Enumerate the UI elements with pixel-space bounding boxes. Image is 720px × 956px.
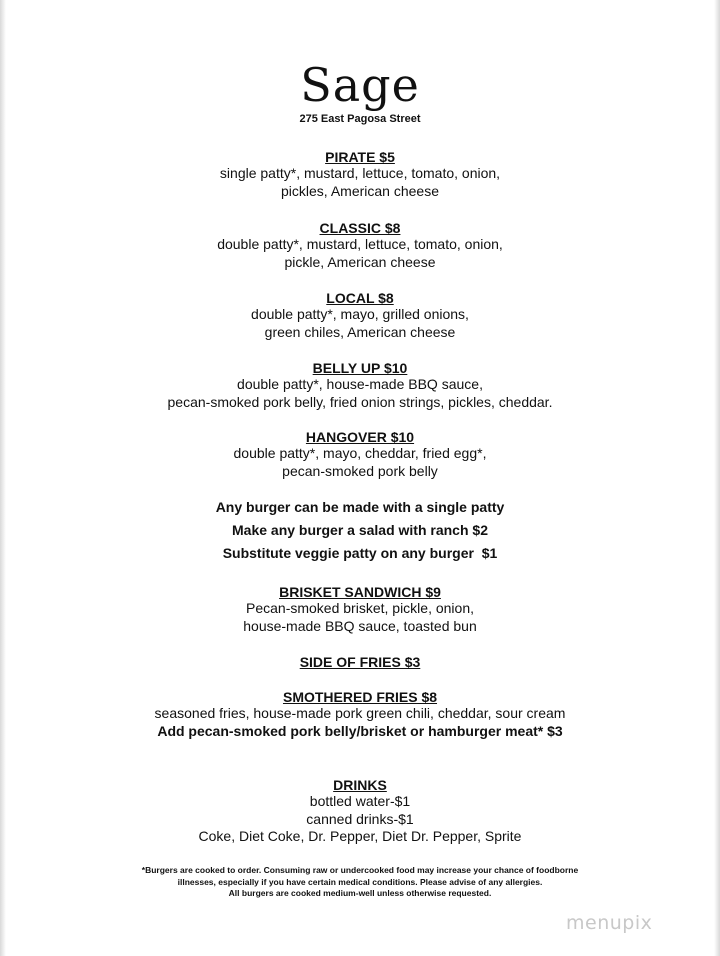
- menu-item-hangover: [0, 429, 720, 480]
- menu-item-desc-line: pecan-smoked pork belly, fried onion strings, pickles, cheddar.: [167, 393, 553, 410]
- drinks-line: bottled water-$1: [309, 793, 411, 809]
- menu-item-local: [0, 290, 720, 341]
- menu-item-desc-line: double patty*, mustard, lettuce, tomato, onion,: [217, 236, 503, 252]
- option-veggie-patty: Substitute veggie patty on any burger $1: [222, 545, 498, 561]
- footnote: [0, 865, 720, 900]
- drinks-line: canned drinks-$1: [306, 810, 414, 827]
- menu-item-desc-line: double patty*, mayo, grilled onions,: [251, 306, 469, 322]
- menu-item-name: SMOTHERED FRIES $8: [282, 689, 438, 705]
- menupix-watermark: menupix: [566, 912, 653, 934]
- menu-item-name: HANGOVER $10: [305, 429, 415, 445]
- menu-item-desc-line: pecan-smoked pork belly: [282, 462, 438, 479]
- menu-item-addon: Add pecan-smoked pork belly/brisket or hamburger meat* $3: [157, 722, 563, 739]
- footnote-line: illnesses, especially if you have certain medical conditions. Please advise of any allergies.: [177, 876, 543, 887]
- footnote-line: All burgers are cooked medium-well unless otherwise requested.: [228, 888, 492, 898]
- menu-item-belly-up: [0, 360, 720, 411]
- menu-item-desc-line: house-made BBQ sauce, toasted bun: [243, 617, 477, 634]
- option-single-patty: Any burger can be made with a single patty: [215, 499, 505, 515]
- menu-item-name: PIRATE $5: [325, 149, 395, 165]
- menu-item-name: CLASSIC $8: [319, 220, 401, 236]
- option-salad: Make any burger a salad with ranch $2: [232, 522, 488, 538]
- menu-item-desc-line: pickle, American cheese: [284, 253, 436, 270]
- menu-item-smothered-fries: [0, 689, 720, 740]
- drinks-line: Coke, Diet Coke, Dr. Pepper, Diet Dr. Pepper, Sprite: [198, 828, 522, 844]
- menu-item-desc-line: pickles, American cheese: [281, 182, 439, 199]
- restaurant-address: 275 East Pagosa Street: [299, 113, 421, 125]
- menu-item-desc-line: single patty*, mustard, lettuce, tomato, onion,: [219, 165, 501, 181]
- menu-item-desc-line: Pecan-smoked brisket, pickle, onion,: [246, 600, 474, 616]
- menu-item-desc-line: seasoned fries, house-made pork green chili, cheddar, sour cream: [154, 705, 566, 721]
- restaurant-title: Sage: [300, 58, 420, 112]
- menu-item-pirate: [0, 149, 720, 200]
- footnote-line: *Burgers are cooked to order. Consuming raw or undercooked food may increase your chance of foodborne: [141, 865, 579, 875]
- menu-item-side-fries: SIDE OF FRIES $3: [299, 654, 421, 670]
- menu-item-desc-line: green chiles, American cheese: [264, 323, 456, 340]
- menu-item-brisket: [0, 584, 720, 635]
- menu-item-name: BELLY UP $10: [312, 360, 408, 376]
- menu-item-classic: [0, 220, 720, 271]
- drinks-heading: DRINKS: [333, 777, 387, 793]
- menu-item-name: LOCAL $8: [326, 290, 394, 306]
- menu-item-desc-line: double patty*, mayo, cheddar, fried egg*,: [233, 445, 487, 461]
- menu-section-drinks: [0, 777, 720, 846]
- menu-item-name: BRISKET SANDWICH $9: [279, 584, 441, 600]
- menu-item-desc-line: double patty*, house-made BBQ sauce,: [237, 376, 483, 392]
